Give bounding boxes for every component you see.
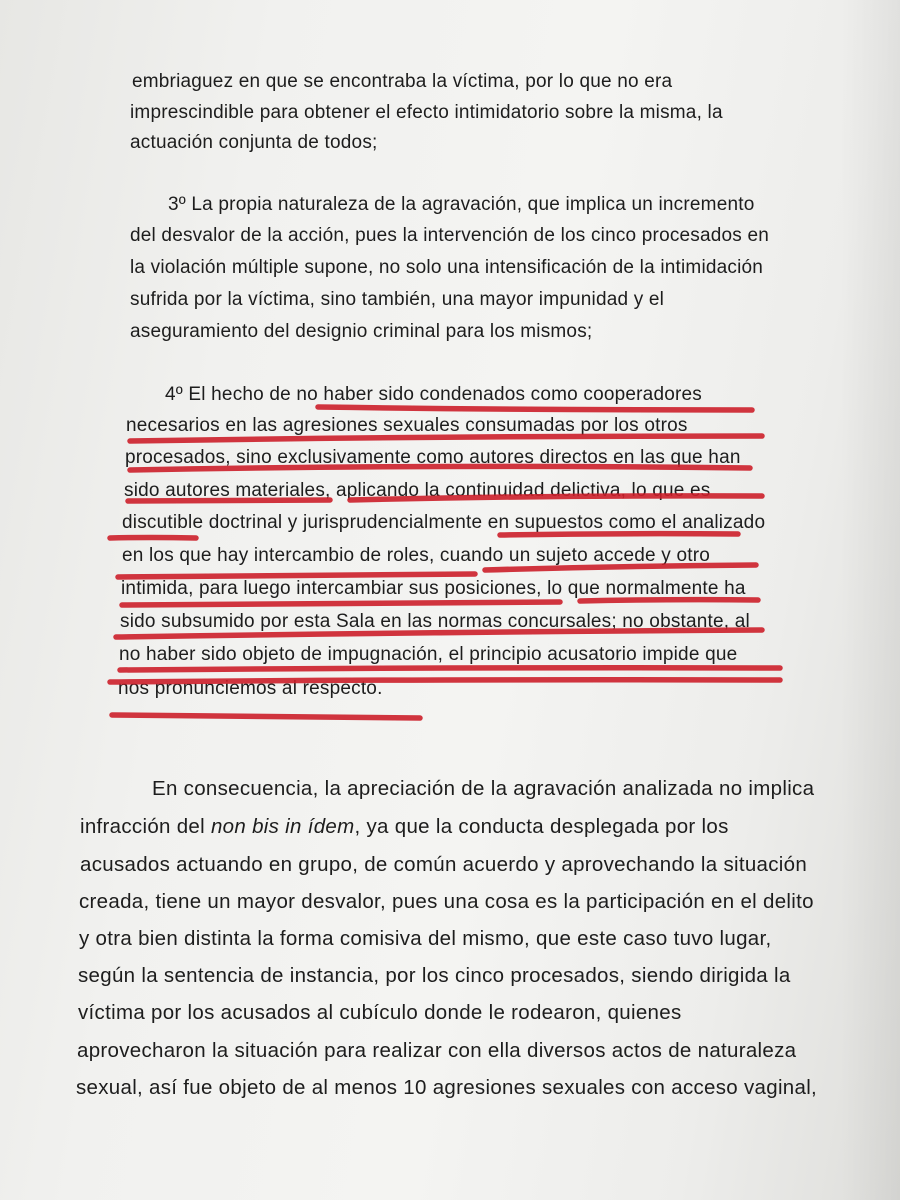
text-line: sexual, así fue objeto de al menos 10 agresiones sexuales con acceso vaginal, [76, 1076, 818, 1099]
underline-mark [318, 407, 752, 410]
text-line: del desvalor de la acción, pues la intervención de los cinco procesados en [130, 225, 770, 246]
underline-mark [120, 668, 780, 670]
text-line: intimida, para luego intercambiar sus posiciones, lo que normalmente ha [121, 578, 746, 599]
text-line: la violación múltiple supone, no solo una intensificación de la intimidación [130, 257, 764, 278]
point-4-first-line: 4º El hecho de no haber sido condenados como cooperadores [165, 384, 702, 405]
conclusion-first-line: En consecuencia, la apreciación de la agravación analizada no implica [152, 777, 815, 800]
text-line: sido autores materiales, aplicando la continuidad delictiva, lo que es [124, 480, 711, 501]
text-line: según la sentencia de instancia, por los cinco procesados, siendo dirigida la [78, 964, 791, 987]
underline-mark [122, 602, 560, 605]
text-line: y otra bien distinta la forma comisiva del mismo, que este caso tuvo lugar, [79, 927, 772, 950]
latin-phrase: non bis in ídem [210, 815, 355, 838]
text-line: necesarios en las agresiones sexuales consumadas por los otros [126, 415, 688, 436]
text-line: imprescindible para obtener el efecto intimidatorio sobre la misma, la [130, 102, 723, 123]
text-line: víctima por los acusados al cubículo donde le rodearon, quienes [78, 1001, 682, 1024]
text-line: aseguramiento del designio criminal para los mismos; [130, 321, 593, 342]
underline-mark [110, 538, 196, 539]
page-shadow [840, 0, 900, 1200]
text-line: creada, tiene un mayor desvalor, pues una cosa es la participación en el delito [79, 890, 814, 913]
text-line: actuación conjunta de todos; [130, 132, 378, 153]
underline-mark [112, 715, 420, 718]
text-line: acusados actuando en grupo, de común acuerdo y aprovechando la situación [80, 853, 808, 876]
text-line: nos pronunciemos al respecto. [118, 678, 383, 699]
text-line: no haber sido objeto de impugnación, el principio acusatorio impide que [119, 644, 738, 665]
text-line: embriaguez en que se encontraba la víctima, por lo que no era [132, 71, 673, 92]
text-line: en los que hay intercambio de roles, cuando un sujeto accede y otro [122, 545, 710, 566]
text-line: sido subsumido por esta Sala en las normas concursales; no obstante, al [120, 611, 750, 632]
point-3-first-line: 3º La propia naturaleza de la agravación, que implica un incremento [168, 194, 755, 215]
text-line: discutible doctrinal y jurisprudencialmente en supuestos como el analizado [122, 512, 766, 533]
text-line: procesados, sino exclusivamente como autores directos en las que han [125, 447, 741, 468]
text-line: infracción del non bis in ídem, ya que la conducta desplegada por los [80, 815, 729, 838]
text-line: aprovecharon la situación para realizar con ella diversos actos de naturaleza [77, 1039, 797, 1062]
text-line: sufrida por la víctima, sino también, una mayor impunidad y el [130, 289, 665, 310]
